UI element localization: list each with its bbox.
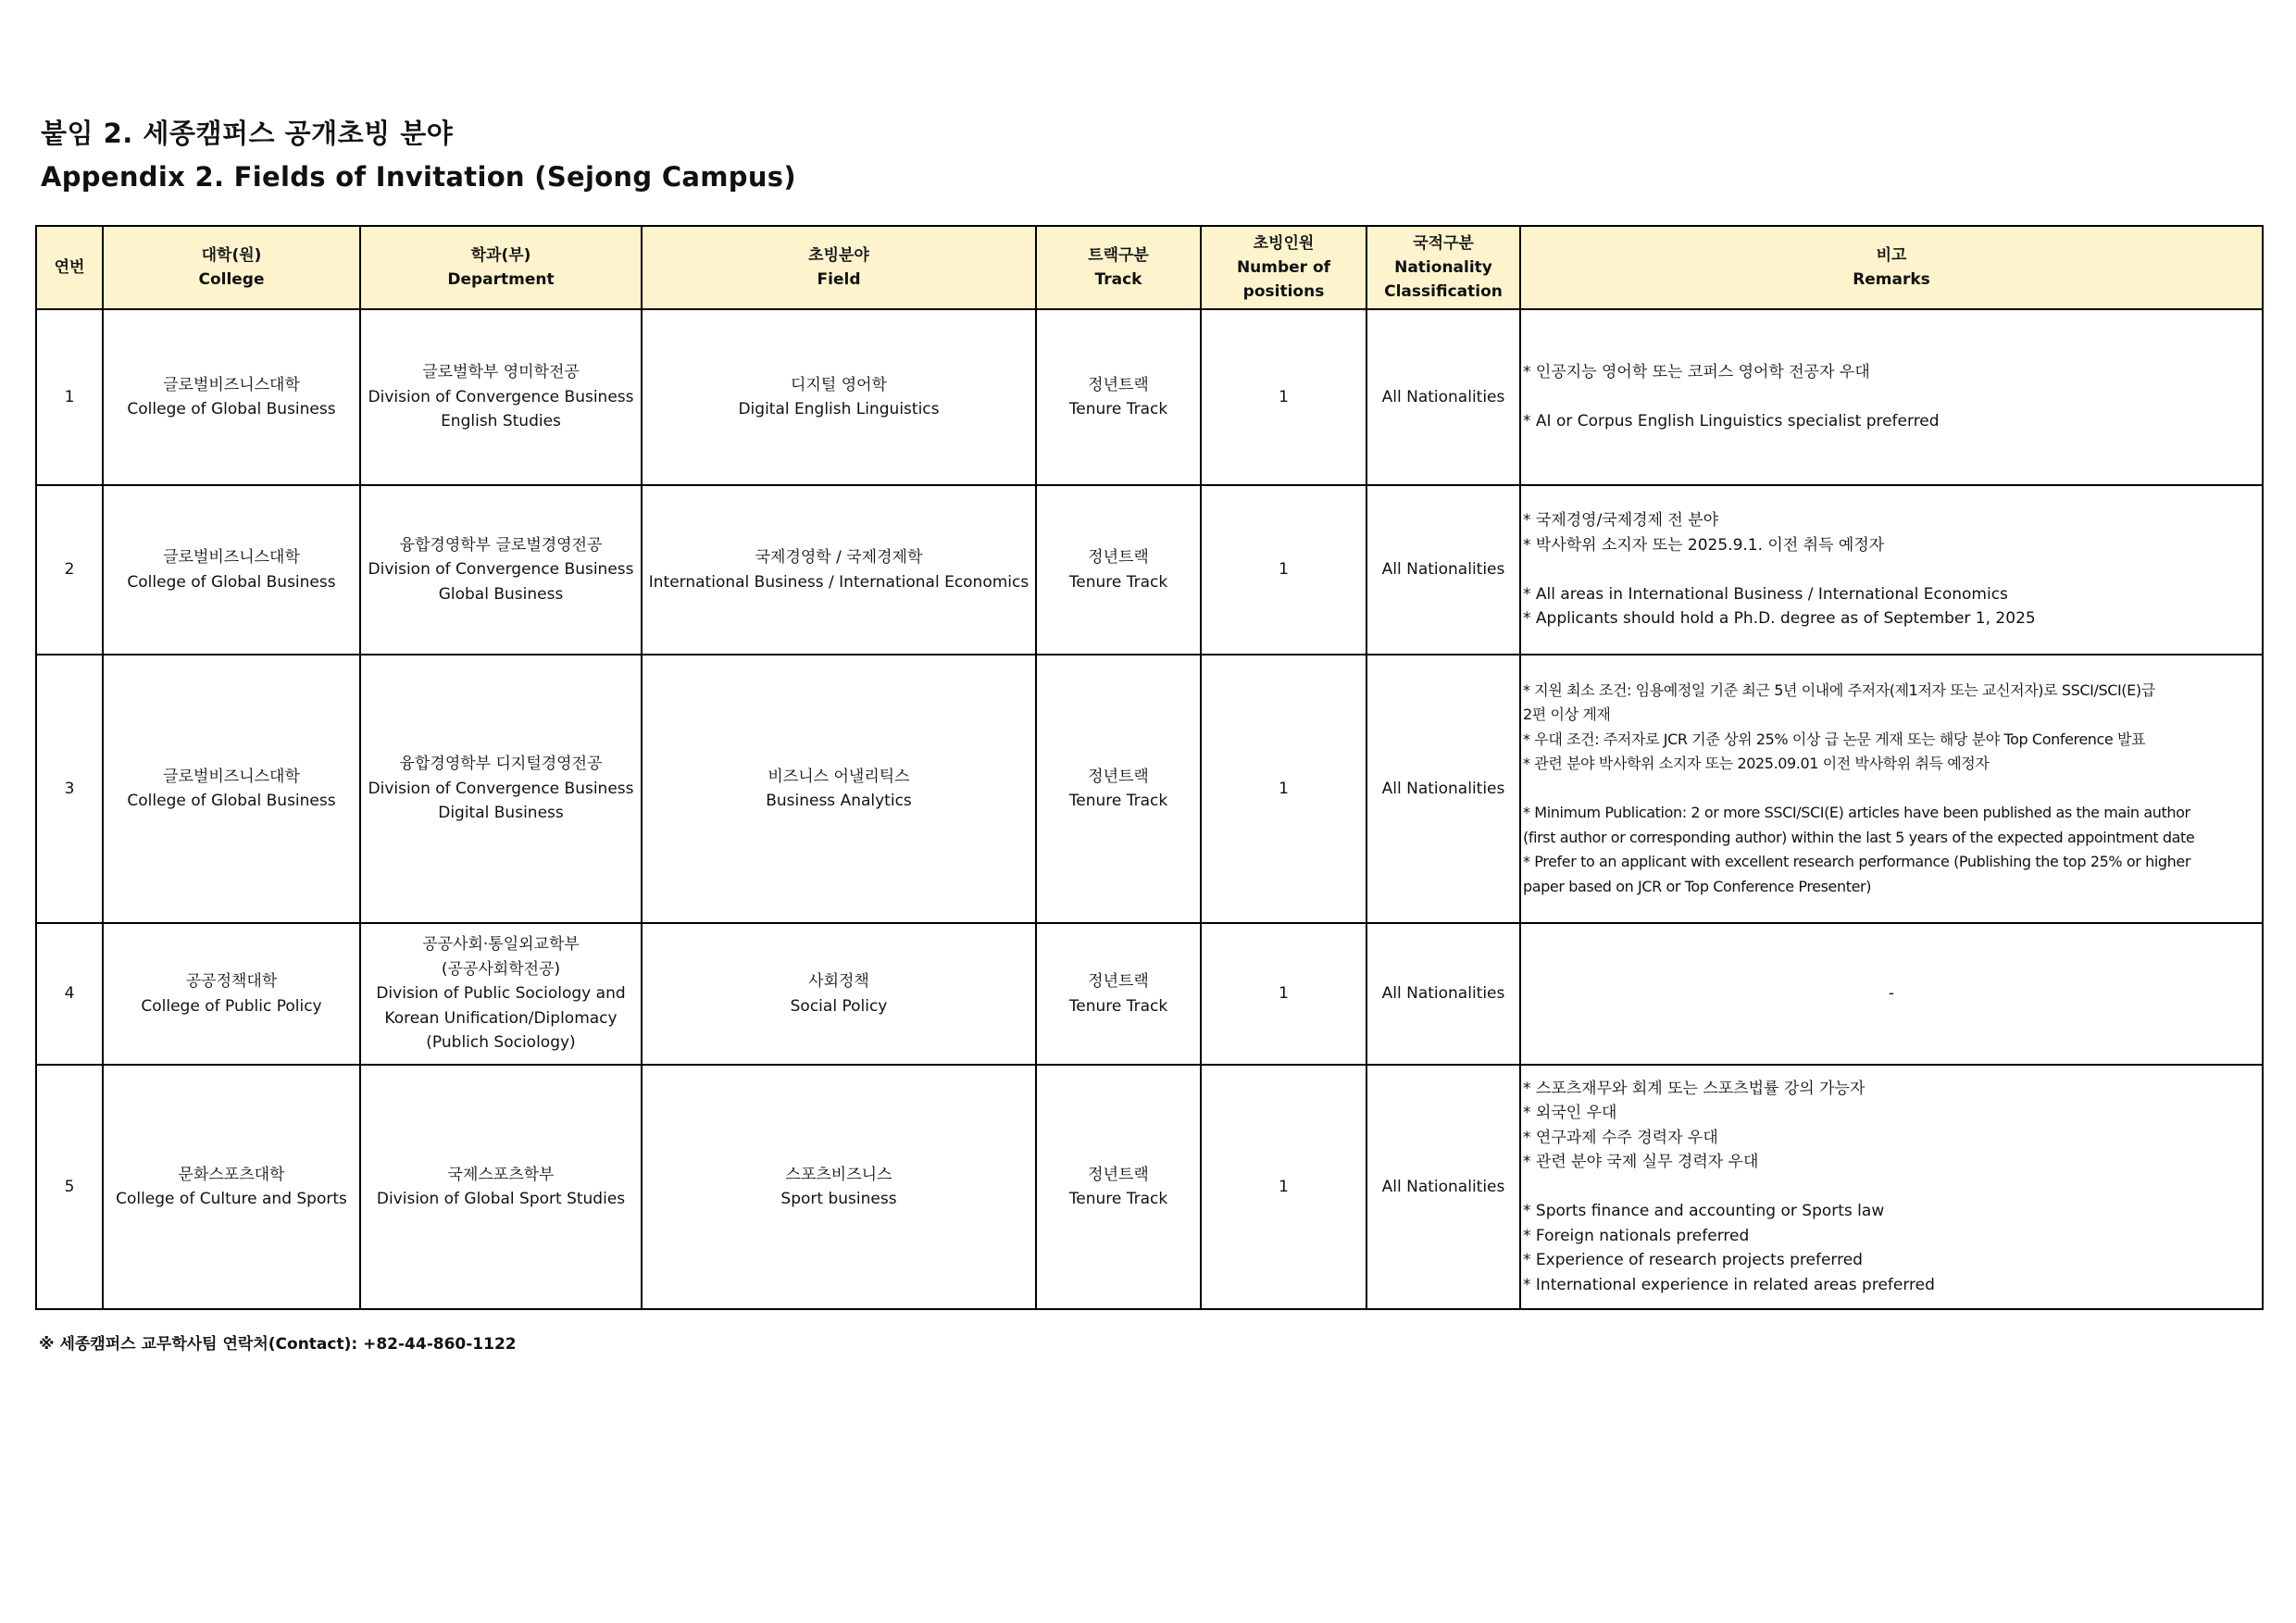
- remarks-cell: * 인공지능 영어학 또는 코퍼스 영어학 전공자 우대 * AI or Corpus English Linguistics specialist preferred: [1520, 309, 2263, 485]
- positions-cell: 1: [1201, 485, 1366, 655]
- track-cell: 정년트랙 Tenure Track: [1036, 655, 1201, 923]
- row-number: 3: [36, 655, 103, 923]
- remarks-cell: * 스포츠재무와 회계 또는 스포츠법률 강의 가능자 * 외국인 우대 * 연구과제 수주 경력자 우대 * 관련 분야 국제 실무 경력자 우대 * Sports finance and accounting or Sports law * Foreign nationals preferred * Experience of research projects preferred * International experience in related areas preferred: [1520, 1065, 2263, 1309]
- header-field: 초빙분야 Field: [642, 226, 1036, 309]
- nationality-cell: All Nationalities: [1366, 923, 1520, 1065]
- header-remarks: 비고 Remarks: [1520, 226, 2263, 309]
- college-cell: 공공정책대학 College of Public Policy: [103, 923, 360, 1065]
- row-number: 2: [36, 485, 103, 655]
- header-department: 학과(부) Department: [360, 226, 642, 309]
- track-cell: 정년트랙 Tenure Track: [1036, 485, 1201, 655]
- remarks-cell: * 국제경영/국제경제 전 분야 * 박사학위 소지자 또는 2025.9.1. 이전 취득 예정자 * All areas in International Business / International Economics * Applicants should hold a Ph.D. degree as of September 1, 2025: [1520, 485, 2263, 655]
- field-cell: 스포츠비즈니스 Sport business: [642, 1065, 1036, 1309]
- track-cell: 정년트랙 Tenure Track: [1036, 309, 1201, 485]
- table-row: [36, 1065, 2263, 1309]
- table-row: [36, 655, 2263, 923]
- header-college: 대학(원) College: [103, 226, 360, 309]
- row-number: 1: [36, 309, 103, 485]
- department-cell: 국제스포츠학부 Division of Global Sport Studies: [360, 1065, 642, 1309]
- header-nationality: 국적구분 Nationality Classification: [1366, 226, 1520, 309]
- positions-cell: 1: [1201, 309, 1366, 485]
- nationality-cell: All Nationalities: [1366, 655, 1520, 923]
- department-cell: 융합경영학부 디지털경영전공 Division of Convergence Business Digital Business: [360, 655, 642, 923]
- table-row: [36, 485, 2263, 655]
- table-row: [36, 923, 2263, 1065]
- track-cell: 정년트랙 Tenure Track: [1036, 1065, 1201, 1309]
- invitation-fields-table: [35, 225, 2264, 1310]
- positions-cell: 1: [1201, 655, 1366, 923]
- department-cell: 공공사회·통일외교학부 (공공사회학전공) Division of Public Sociology and Korean Unification/Diplomacy (Publich Sociology): [360, 923, 642, 1065]
- page-title-korean: 붙임 2. 세종캠퍼스 공개초빙 분야: [41, 118, 454, 149]
- nationality-cell: All Nationalities: [1366, 309, 1520, 485]
- positions-cell: 1: [1201, 1065, 1366, 1309]
- page-title-english: Appendix 2. Fields of Invitation (Sejong Campus): [41, 161, 796, 193]
- track-cell: 정년트랙 Tenure Track: [1036, 923, 1201, 1065]
- field-cell: 사회정책 Social Policy: [642, 923, 1036, 1065]
- header-no: 연번: [36, 226, 103, 309]
- remarks-cell: -: [1520, 923, 2263, 1065]
- department-cell: 융합경영학부 글로벌경영전공 Division of Convergence Business Global Business: [360, 485, 642, 655]
- college-cell: 문화스포츠대학 College of Culture and Sports: [103, 1065, 360, 1309]
- remarks-cell: * 지원 최소 조건: 임용예정일 기준 최근 5년 이내에 주저자(제1저자 또는 교신저자)로 SSCI/SCI(E)급 2편 이상 게재 * 우대 조건: 주저자로 JCR 기준 상위 25% 이상 급 논문 게재 또는 해당 분야 Top Conference 발표 * 관련 분야 박사학위 소지자 또는 2025.09.01 이전 박사학위 취득 예정자 * Minimum Publication: 2 or more SSCI/SCI(E) articles have been published as the main author (first author or corresponding author) within the last 5 years of the expected appointment date * Prefer to an applicant with excellent research performance (Publishing the top 25% or higher paper based on JCR or Top Conference Presenter): [1520, 655, 2263, 923]
- contact-footer: ※ 세종캠퍼스 교무학사팀 연락처(Contact): +82-44-860-1122: [39, 1335, 517, 1354]
- college-cell: 글로벌비즈니스대학 College of Global Business: [103, 655, 360, 923]
- header-track: 트랙구분 Track: [1036, 226, 1201, 309]
- nationality-cell: All Nationalities: [1366, 1065, 1520, 1309]
- row-number: 4: [36, 923, 103, 1065]
- table-header-row: [36, 226, 2263, 309]
- field-cell: 디지털 영어학 Digital English Linguistics: [642, 309, 1036, 485]
- positions-cell: 1: [1201, 923, 1366, 1065]
- nationality-cell: All Nationalities: [1366, 485, 1520, 655]
- field-cell: 국제경영학 / 국제경제학 International Business / International Economics: [642, 485, 1036, 655]
- row-number: 5: [36, 1065, 103, 1309]
- header-positions: 초빙인원 Number of positions: [1201, 226, 1366, 309]
- table-row: [36, 309, 2263, 485]
- college-cell: 글로벌비즈니스대학 College of Global Business: [103, 485, 360, 655]
- college-cell: 글로벌비즈니스대학 College of Global Business: [103, 309, 360, 485]
- department-cell: 글로벌학부 영미학전공 Division of Convergence Business English Studies: [360, 309, 642, 485]
- field-cell: 비즈니스 어낼리틱스 Business Analytics: [642, 655, 1036, 923]
